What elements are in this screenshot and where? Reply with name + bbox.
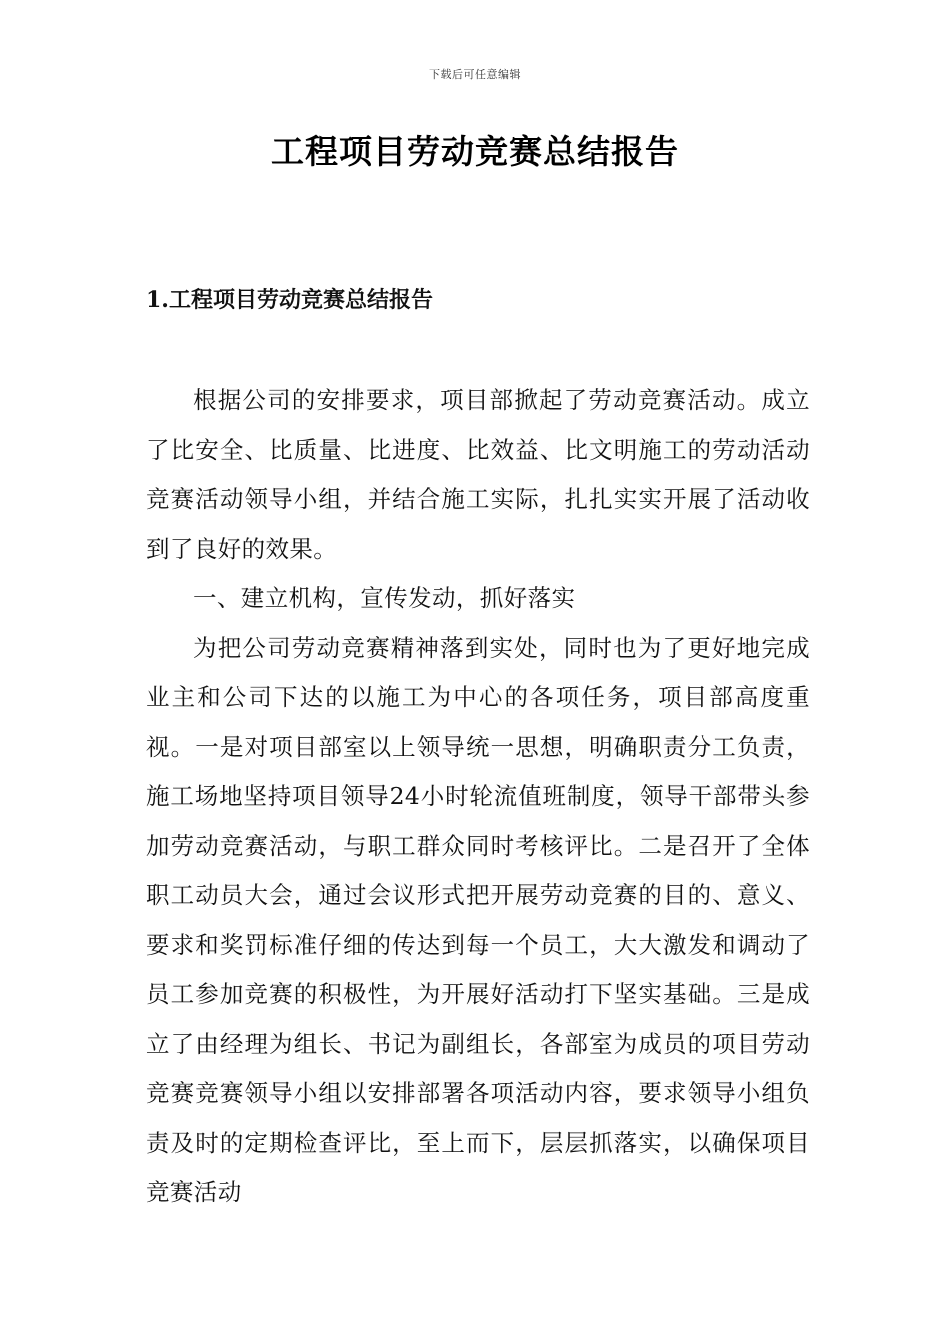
document-body: [146, 376, 810, 1218]
section-heading: 1.工程项目劳动竞赛总结报告: [146, 287, 433, 313]
subheading-establish-organization: 一、建立机构，宣传发动，抓好落实: [193, 584, 576, 612]
paragraph-implementation: 为把公司劳动竞赛精神落到实处，同时也为了更好地完成业主和公司下达的以施工为中心的各项任务，项目部高度重视。一是对项目部室以上领导统一思想，明确职责分工负责，施工场地坚持项目领导24小时轮流值班制度，领导干部带头参加劳动竞赛活动，与职工群众同时考核评比。二是召开了全体职工动员大会，通过会议形式把开展劳动竞赛的目的、意义、要求和奖罚标准仔细的传达到每一个员工，大大激发和调动了员工参加竞赛的积极性，为开展好活动打下坚实基础。三是成立了由经理为组长、书记为副组长，各部室为成员的项目劳动竞赛竞赛领导小组以安排部署各项活动内容，要求领导小组负责及时的定期检查评比，至上而下，层层抓落实，以确保项目竞赛活动: [146, 633, 810, 1206]
header-note: 下载后可任意编辑: [429, 68, 521, 81]
page-title: 工程项目劳动竞赛总结报告: [271, 132, 679, 171]
paragraph-intro: 根据公司的安排要求，项目部掀起了劳动竞赛活动。成立了比安全、比质量、比进度、比效益、比文明施工的劳动活动竞赛活动领导小组，并结合施工实际，扎扎实实开展了活动收到了良好的效果。: [146, 386, 810, 563]
